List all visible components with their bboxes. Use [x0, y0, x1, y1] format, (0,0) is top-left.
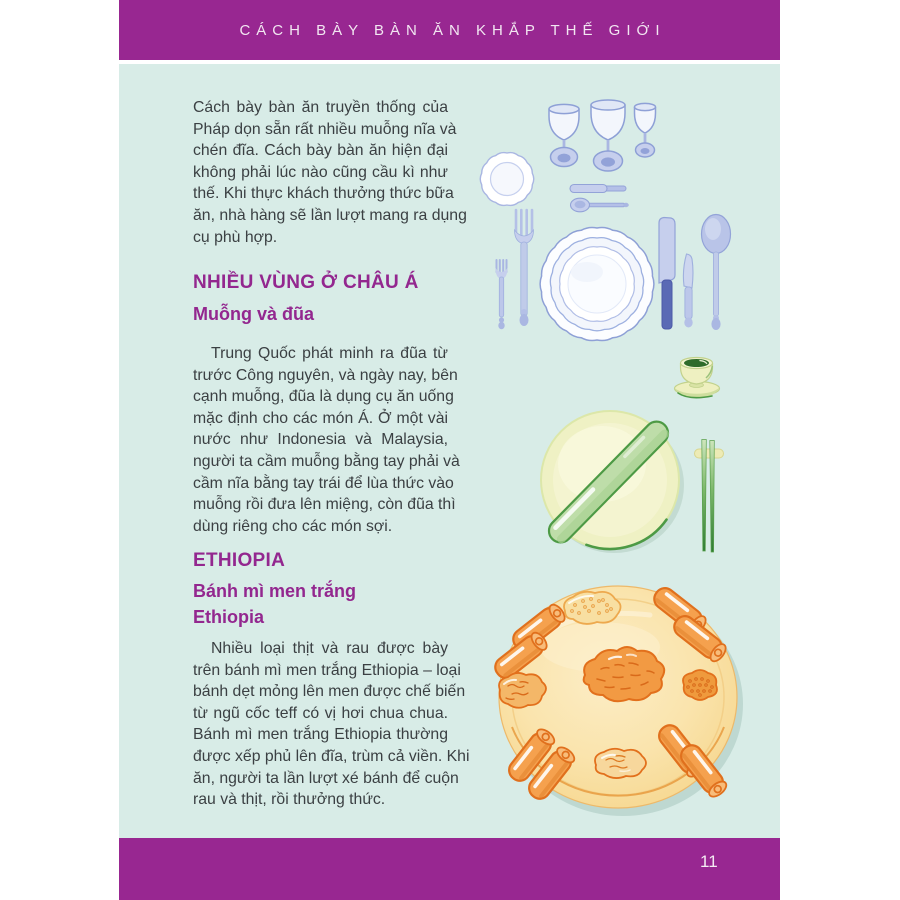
section-subheading-asia: Muỗng và đũa [193, 304, 314, 324]
text-line: trên bánh mì men trắng Ethiopia – loại [193, 661, 461, 679]
text-line: không phải lúc nào cũng cầu kì như [193, 163, 448, 181]
french-table-setting-illustration [480, 90, 750, 345]
dinner-fork [515, 210, 534, 326]
bread-plate [480, 153, 534, 206]
text-line: Nhiều loại thịt và rau được bày [211, 640, 448, 657]
text-line: dùng riêng cho các món sợi. [193, 517, 393, 535]
wine-glasses [549, 100, 656, 171]
running-header-bar [119, 0, 780, 60]
text-line: từ ngũ cốc teff có vị hơi chua chua. [193, 704, 448, 722]
text-line: ăn, nhà hàng sẽ lần lượt mang ra dụng [193, 206, 467, 224]
page-content [119, 64, 780, 838]
wine-glass-medium [549, 104, 579, 166]
soup-spoon [702, 215, 731, 331]
text-line: bánh dẹt mỏng lên men được chế biến [193, 683, 466, 701]
stew-pile-right [683, 670, 717, 700]
ethiopia-paragraph [193, 638, 470, 811]
text-line: trước Công nguyên, và ngày nay, bên [193, 366, 458, 384]
text-line: muỗng rồi đưa lên miệng, còn đũa thì [193, 496, 456, 514]
section-subheading-ethiopia [193, 578, 448, 630]
intro-paragraph [193, 97, 467, 248]
asian-table-setting-illustration [530, 352, 730, 562]
dinner-plate [540, 227, 654, 340]
butter-knife [570, 185, 626, 193]
text-line: được xếp phủ lên đĩa, trùm cả viền. Khi [193, 747, 470, 765]
ethiopian-injera-illustration [480, 577, 760, 822]
stew-pile-bottom [595, 749, 646, 778]
section-heading-ethiopia: ETHIOPIA [193, 550, 286, 571]
book-title: CÁCH BÀY BÀN ĂN KHẮP THẾ GIỚI [239, 21, 666, 39]
stew-pile-left [499, 673, 546, 708]
tea-cup [675, 358, 720, 399]
dinner-knife [659, 218, 675, 330]
text-line: ăn, người ta lần lượt xé bánh để cuộn [193, 769, 459, 787]
page-body [119, 0, 780, 900]
page-number: 11 [700, 852, 718, 871]
butter-knife-small [683, 254, 693, 328]
text-line: nước như Indonesia và Malaysia, [193, 431, 448, 449]
stew-pile-top [564, 592, 621, 624]
chopstick-rest [695, 449, 724, 458]
text-line: cầm nĩa bằng tay trái để lùa thức vào [193, 474, 454, 492]
text-line: người ta cầm muỗng bằng tay phải và [193, 452, 460, 470]
text-line: Bánh mì men trắng Ethiopia thường [193, 726, 448, 744]
subheading-line: Bánh mì men trắng [193, 581, 357, 601]
text-line: Cách bày bàn ăn truyền thống của [193, 99, 448, 116]
text-line: mặc định cho các món Á. Ở một vài [193, 409, 448, 427]
text-line: rau và thịt, rồi thưởng thức. [193, 791, 386, 809]
text-line: cụ phù hợp. [193, 228, 278, 246]
section-heading-asia: NHIỀU VÙNG Ở CHÂU Á [193, 272, 419, 293]
salad-fork-small [496, 260, 508, 329]
wine-glass-small [635, 103, 656, 157]
text-line: chén đĩa. Cách bày bàn ăn hiện đại [193, 142, 448, 160]
text-line: Trung Quốc phát minh ra đũa từ [211, 345, 448, 362]
text-line: Pháp dọn sẵn rất nhiều muỗng nĩa và [193, 120, 457, 138]
asia-paragraph [193, 343, 460, 537]
chopsticks [695, 440, 724, 553]
subheading-line: Ethiopia [193, 607, 264, 627]
coffee-spoon [571, 198, 629, 212]
text-line: thế. Khi thực khách thưởng thức bữa [193, 185, 454, 203]
wine-glass-large [591, 100, 625, 171]
footer-bar [119, 838, 780, 900]
text-line: cạnh muỗng, đũa là dụng cụ ăn uống [193, 388, 454, 406]
